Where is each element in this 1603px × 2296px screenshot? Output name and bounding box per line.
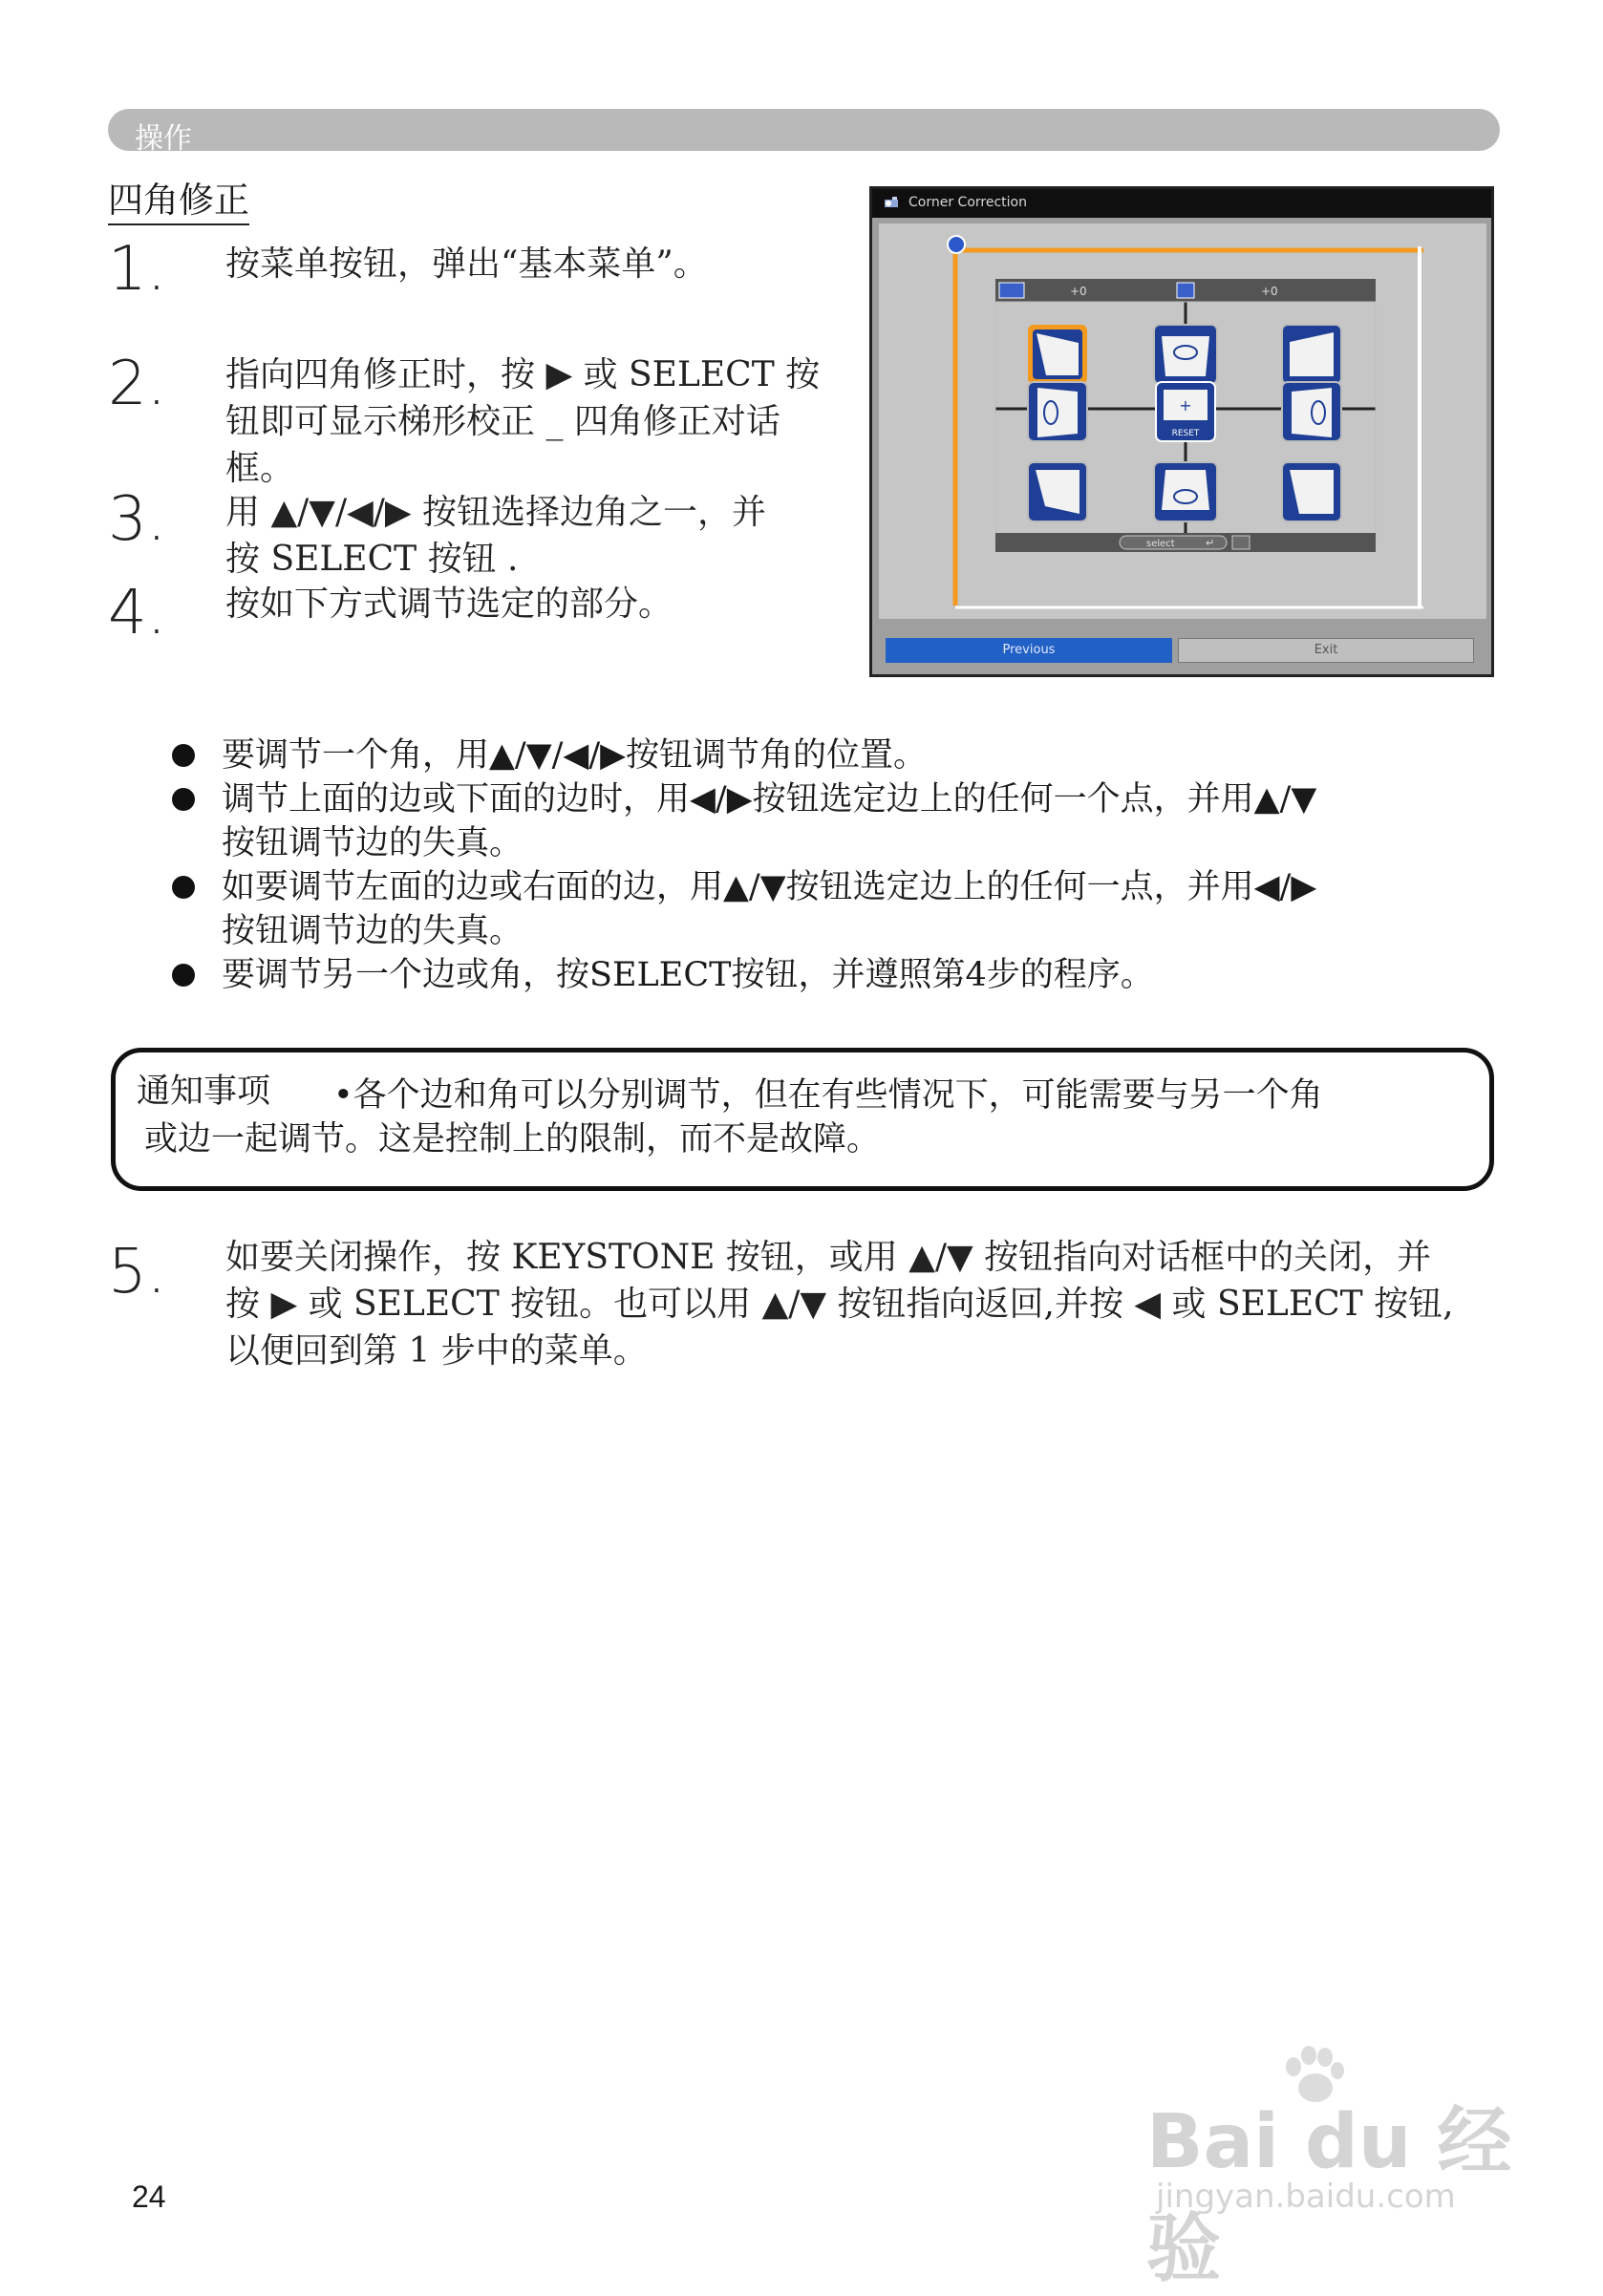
bullet-dot-icon (172, 964, 195, 987)
bullet-item (162, 953, 1500, 997)
step-2-line: 钮即可显示梯形校正 _ 四角修正对话 (225, 402, 780, 441)
page-number: 24 (132, 2179, 166, 2214)
step-5-line: 以便回到第 1 步中的菜单。 (225, 1331, 648, 1371)
step-1-text (225, 241, 708, 287)
notice-line: •各个边和角可以分别调节，但在有些情况下，可能需要与另一个角 (333, 1076, 1323, 1115)
osd-panel (879, 223, 1486, 619)
section-title: 四角修正 (108, 180, 249, 225)
step-2-line: 框。 (225, 449, 295, 488)
step-1-number: 1. (108, 234, 167, 305)
edge-left-tile (1028, 382, 1087, 441)
corner-bottom-right-tile (1282, 462, 1341, 521)
bullet-item (162, 777, 1500, 865)
bullet-line: 要调节另一个边或角，按SELECT按钮，并遵照第4步的程序。 (222, 956, 1154, 994)
step-5-line: 如要关闭操作，按 KEYSTONE 按钮，或用 ▲/▼ 按钮指向对话框中的关闭，并 (225, 1238, 1432, 1277)
horizontal-value: +0 (1070, 285, 1087, 298)
section-header-label: 操作 (135, 122, 192, 156)
step-2-text (225, 351, 820, 492)
exit-button[interactable]: Exit (1178, 638, 1474, 663)
notice-line: 或边一起调节。这是控制上的限制，而不是故障。 (144, 1120, 881, 1159)
bullet-dot-icon (172, 744, 195, 767)
bullet-item (162, 865, 1500, 953)
bullet-line: 调节上面的边或下面的边时，用◀/▶按钮选定边上的任何一个点，并用▲/▼ (222, 780, 1317, 818)
step-3-text (225, 489, 766, 583)
osd-title: Corner Correction (908, 195, 1027, 210)
step-2-line: 指向四角修正时，按 ▶ 或 SELECT 按 (225, 355, 821, 394)
corner-top-left-tile (1028, 325, 1087, 384)
step-3-line: 用 ▲/▼/◀/▶ 按钮选择边角之一，并 (225, 493, 767, 532)
edge-top-tile (1154, 325, 1217, 384)
bullet-dot-icon (172, 788, 195, 811)
reset-label: RESET (1171, 429, 1200, 438)
corner-top-right-tile (1282, 325, 1341, 384)
step-4-number: 4. (108, 578, 167, 648)
step-1-line: 按菜单按钮，弹出“基本菜单”。 (225, 244, 708, 284)
horizontal-adjust-icon (999, 283, 1024, 298)
svg-text:↵: ↵ (1206, 537, 1215, 549)
step-3-line: 按 SELECT 按钮 . (225, 540, 519, 579)
reset-tile[interactable] (1156, 382, 1215, 441)
corner-grid-diagram (879, 223, 1486, 619)
watermark-url: jingyan.baidu.com (1156, 2178, 1456, 2216)
notice-box (111, 1048, 1494, 1191)
edge-right-tile (1282, 382, 1341, 441)
step-5-number: 5. (108, 1237, 167, 1307)
step-2-number: 2. (108, 349, 167, 419)
bullet-line: 如要调节左面的边或右面的边，用▲/▼按钮选定边上的任何一点，并用◀/▶ (222, 868, 1317, 906)
svg-text:+: + (1179, 396, 1192, 415)
step-5-text (225, 1234, 1454, 1374)
bullet-line: 要调节一个角，用▲/▼/◀/▶按钮调节角的位置。 (222, 736, 928, 775)
adjustment-bullets (162, 733, 1500, 997)
notice-label: 通知事项 (137, 1073, 271, 1111)
section-header-bar (108, 109, 1500, 156)
watermark-brand: Bai du 经验 (1146, 2099, 1512, 2292)
baidu-watermark (1137, 2063, 1519, 2292)
previous-button[interactable]: Previous (886, 638, 1172, 663)
corner-bottom-left-tile (1028, 462, 1087, 521)
bullet-line: 按钮调节边的失真。 (222, 824, 524, 862)
step-4-text (225, 581, 673, 627)
step-3-number: 3. (108, 484, 167, 555)
vertical-value: +0 (1261, 285, 1278, 298)
step-4-line: 按如下方式调节选定的部分。 (225, 585, 673, 624)
edge-bottom-tile (1154, 462, 1217, 521)
osd-footer (882, 638, 1489, 667)
osd-title-bar (872, 189, 1491, 218)
step-5-line: 按 ▶ 或 SELECT 按钮。也可以用 ▲/▼ 按钮指向返回,并按 ◀ 或 SELECT 按钮, (225, 1285, 1454, 1324)
vertical-adjust-icon (1177, 283, 1194, 298)
bullet-item (162, 733, 1500, 777)
enter-icon (1232, 536, 1250, 549)
position-marker-icon (948, 236, 965, 253)
projector-icon (884, 196, 899, 209)
corner-correction-screenshot (869, 186, 1494, 677)
bullet-line: 按钮调节边的失真。 (222, 912, 524, 950)
select-label: select (1146, 539, 1175, 549)
bullet-dot-icon (172, 876, 195, 899)
